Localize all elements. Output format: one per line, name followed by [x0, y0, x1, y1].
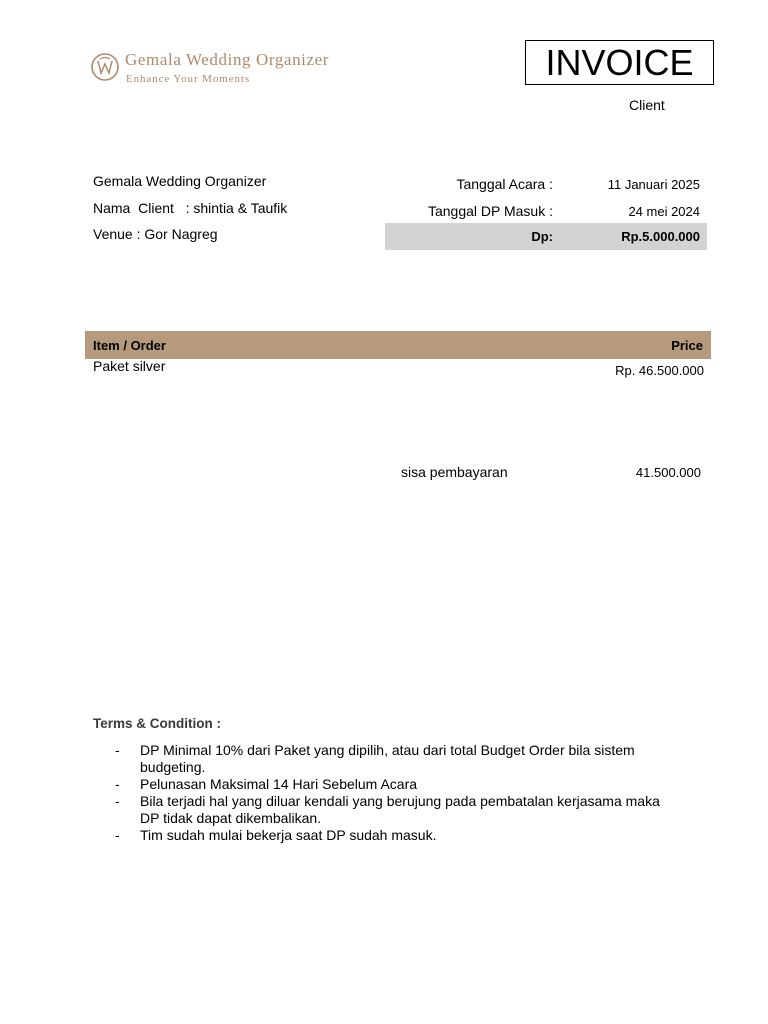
- company-logo: [90, 50, 370, 90]
- client-name-value: shintia & Taufik: [193, 200, 288, 216]
- company-name: Gemala Wedding Organizer: [93, 173, 267, 189]
- dp-date-label: Tanggal DP Masuk :: [427, 203, 553, 219]
- terms-list: [115, 742, 675, 844]
- dp-label: Dp:: [531, 229, 553, 244]
- terms-item: [115, 827, 675, 844]
- event-date-label: Tanggal Acara :: [456, 176, 553, 192]
- venue: Venue : Gor Nagreg: [93, 226, 218, 242]
- bullet-dash: -: [115, 827, 120, 843]
- client-name-label: Nama Client :: [93, 200, 190, 216]
- terms-item-text: Tim sudah mulai bekerja saat DP sudah masuk.: [140, 827, 437, 843]
- dp-date-value: 24 mei 2024: [628, 204, 700, 219]
- dp-value: Rp.5.000.000: [621, 229, 700, 244]
- terms-item: [115, 742, 675, 776]
- bullet-dash: -: [115, 793, 120, 809]
- terms-item-text: DP Minimal 10% dari Paket yang dipilih, atau dari total Budget Order bila sistem budgeting.: [140, 742, 635, 775]
- event-date-value: 11 Januari 2025: [607, 177, 700, 192]
- item-name: Paket silver: [93, 358, 166, 374]
- terms-title: Terms & Condition :: [93, 716, 221, 731]
- item-table-header: [85, 331, 711, 359]
- dp-row: [385, 223, 707, 250]
- terms-item: [115, 793, 675, 827]
- logo-tagline: Enhance Your Moments: [126, 73, 251, 85]
- terms-item: [115, 776, 675, 793]
- invoice-subtitle: Client: [629, 97, 665, 113]
- logo-title: Gemala Wedding Organizer: [125, 50, 330, 69]
- item-column-header: Item / Order: [93, 338, 166, 353]
- client-name-row: [93, 200, 287, 216]
- item-price: Rp. 46.500.000: [615, 363, 704, 378]
- terms-item-text: Pelunasan Maksimal 14 Hari Sebelum Acara: [140, 776, 418, 792]
- price-column-header: Price: [671, 338, 703, 353]
- remaining-payment-label: sisa pembayaran: [401, 464, 508, 480]
- terms-item-text: Bila terjadi hal yang diluar kendali yang berujung pada pembatalan kerjasama maka DP tidak dapat dikembalikan.: [140, 793, 660, 826]
- logo-emblem-icon: [90, 52, 120, 82]
- remaining-payment-value: 41.500.000: [635, 465, 701, 480]
- bullet-dash: -: [115, 776, 120, 792]
- invoice-title: INVOICE: [525, 40, 714, 85]
- bullet-dash: -: [115, 742, 120, 758]
